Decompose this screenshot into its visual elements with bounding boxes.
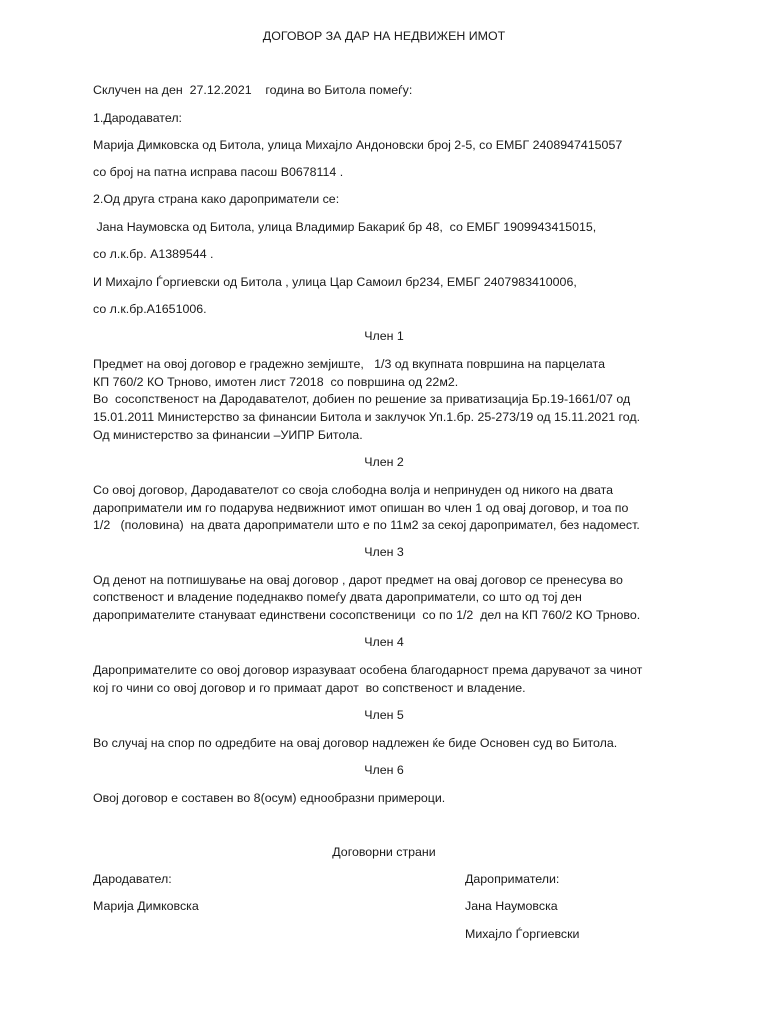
article-1-heading: Член 1 xyxy=(364,329,404,343)
recipient-1-line-2: со л.к.бр. А1389544 . xyxy=(93,247,214,261)
article-5-line: Во случај на спор по одредбите на овај договор надлежен ќе биде Основен суд во Битола. xyxy=(93,736,618,750)
article-1-line: Предмет на овој договор е градежно земјиште, 1/3 од вкупната површина на парцелата xyxy=(93,357,605,371)
article-3-line: дарoпримателите стануваат единствени сосопственици со по 1/2 дел на КП 760/2 КО Трново. xyxy=(93,608,641,622)
article-3-line: сопственост и владение подеднакво помеѓу двата дароприматели, со што од тој ден xyxy=(93,590,582,604)
article-2-line: дароприматели им го подарува недвижниот имот опишан во член 1 од овај договор, и тоа по xyxy=(93,501,629,515)
recipient-2-line-2: со л.к.бр.А1651006. xyxy=(93,302,207,316)
article-3-line: Од денот на потпишување на овај договор , дарот предмет на овај договор се пренесува во xyxy=(93,573,623,587)
donor-signature-name: Марија Димковска xyxy=(93,899,199,913)
article-1-line: КП 760/2 КО Трново, имотен лист 72018 со површина од 22м2. xyxy=(93,375,459,389)
article-2-line: Со овој договор, Дародавателот со своја слободна волја и непринуден од никого на двата xyxy=(93,483,614,497)
article-5-heading: Член 5 xyxy=(364,708,404,722)
donor-line-2: со број на патна исправа пасош B0678114 . xyxy=(93,165,344,179)
donor-signature-label: Дародавател: xyxy=(93,872,172,886)
recipients-signature-label: Дароприматели: xyxy=(465,872,560,886)
signatures-heading: Договорни страни xyxy=(332,845,436,859)
article-6-line: Овој договор е составен во 8(осум) еднообразни примероци. xyxy=(93,791,446,805)
recipient-1-line-1: Јана Наумовска од Битола, улица Владимир Бакариќ бр 48, со ЕМБГ 1909943415015, xyxy=(93,220,597,234)
article-4-line: Дароприматeлите со овој договор изразуваат особена благодарност према дарувачот за чинот xyxy=(93,663,643,677)
recipients-heading: 2.Од друга страна како дароприматели се: xyxy=(93,192,340,206)
donor-line-1: Марија Димковска од Битола, улица Михајло Андоновски број 2-5, со ЕМБГ 2408947415057 xyxy=(93,138,623,152)
concluded-line: Склучен на ден 27.12.2021 година во Битола помеѓу: xyxy=(93,83,413,97)
article-6-heading: Член 6 xyxy=(364,763,404,777)
recipient-2-line-1: И Михајло Ѓоргиевски од Битола , улица Цар Самоил бр234, ЕМБГ 2407983410006, xyxy=(93,275,577,289)
article-1-line: Во сосопственост на Дародавателот, добиен по решение за приватизација Бр.19-1661/07 од xyxy=(93,392,631,406)
article-3-heading: Член 3 xyxy=(364,545,404,559)
recipient-2-signature-name: Михајло Ѓоргиевски xyxy=(465,927,580,941)
article-1-line: 15.01.2011 Министерство за финансии Битола и заклучок Уп.1.бр. 25-273/19 од 15.11.2021 год. xyxy=(93,410,641,424)
donor-heading: 1.Дародавател: xyxy=(93,111,182,125)
article-4-heading: Член 4 xyxy=(364,635,404,649)
document-title: ДОГОВОР ЗА ДАР НА НЕДВИЖЕН ИМОТ xyxy=(262,29,506,43)
article-1-line: Од министерство за финансии –УИПР Битола. xyxy=(93,428,363,442)
article-2-heading: Член 2 xyxy=(364,455,404,469)
recipient-1-signature-name: Јана Наумовска xyxy=(465,899,558,913)
article-4-line: кој го чини со овој договор и го примаат дарот во сопственост и владение. xyxy=(93,681,526,695)
article-2-line: 1/2 (половина) на двата дароприматели што е по 11м2 за секој дароприматeл, без надомест. xyxy=(93,518,640,532)
